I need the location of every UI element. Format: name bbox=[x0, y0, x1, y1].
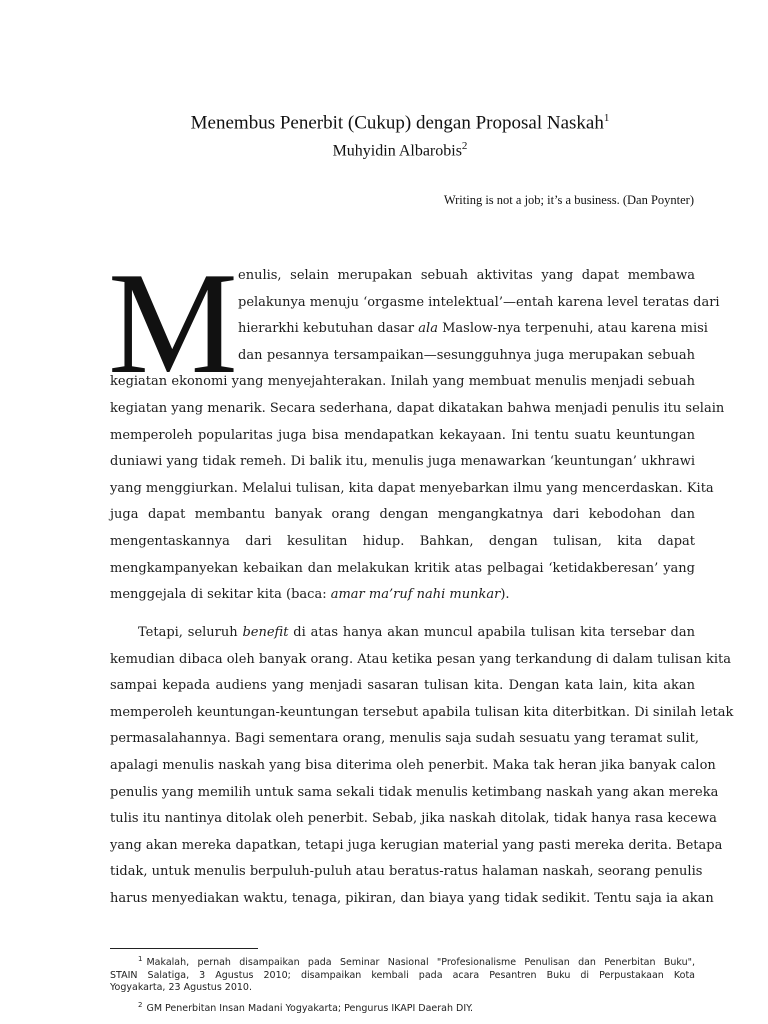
paragraph-1-line: kegiatan yang menarik. Secara sederhana, dapat dikatakan bahwa menjadi penulis itu selain bbox=[110, 401, 725, 416]
paragraph-2-line: permasalahannya. Bagi sementara orang, menulis saja sudah sesuatu yang teramat sulit, bbox=[110, 731, 700, 746]
paragraph-1-line: menggejala di sekitar kita (baca: amar ma’ruf nahi munkar). bbox=[110, 587, 510, 602]
footnote-divider bbox=[110, 948, 258, 949]
paragraph-2-line: sampai kepada audiens yang menjadi sasaran tulisan kita. Dengan kata lain, kita akan bbox=[110, 678, 695, 693]
italic-term: amar ma’ruf nahi munkar bbox=[330, 587, 501, 602]
paragraph-2-line: tidak, untuk menulis berpuluh-puluh atau beratus-ratus halaman naskah, seorang penulis bbox=[110, 864, 703, 879]
paragraph-1-line: dan pesannya tersampaikan—sesungguhnya juga merupakan sebuah bbox=[238, 348, 695, 363]
author-name bbox=[0, 140, 768, 160]
paragraph-2-line: apalagi menulis naskah yang bisa diterima oleh penerbit. Maka tak heran jika banyak calon bbox=[110, 758, 716, 773]
paragraph-2-line: harus menyediakan waktu, tenaga, pikiran, dan biaya yang tidak sedikit. Tentu saja ia akan bbox=[110, 891, 714, 906]
paragraph-1-line: enulis, selain merupakan sebuah aktivitas yang dapat membawa bbox=[238, 268, 695, 283]
drop-cap: M bbox=[108, 242, 238, 404]
paragraph-1-line: pelakunya menuju ‘orgasme intelektual’—entah karena level teratas dari bbox=[238, 295, 720, 310]
title-text: Menembus Penerbit (Cukup) dengan Proposal Naskah bbox=[190, 112, 604, 134]
footnote-1 bbox=[110, 953, 695, 995]
paragraph-1-line: hierarkhi kebutuhan dasar ala Maslow-nya terpenuhi, atau karena misi bbox=[238, 321, 708, 336]
paragraph-1-line: kegiatan ekonomi yang menyejahterakan. Inilah yang membuat menulis menjadi sebuah bbox=[110, 374, 695, 389]
author-footnote-mark: 2 bbox=[461, 140, 468, 152]
footnote-line: $^2$ GM Penerbitan Insan Madani Yogyakarta; Pengurus IKAPI Daerah DIY. bbox=[138, 1000, 474, 1014]
paragraph-2-line: tulis itu nantinya ditolak oleh penerbit. Sebab, jika naskah ditolak, tidak hanya rasa kecewa bbox=[110, 811, 717, 826]
italic-term: benefit bbox=[242, 625, 289, 640]
footnote-number: 2 bbox=[138, 1000, 143, 1009]
footnote-line: $^1$ Makalah, pernah disampaikan pada Seminar Nasional "Profesionalisme Penulisan dan Penerbitan Buku", bbox=[138, 955, 695, 968]
paragraph-1-line: duniawi yang tidak remeh. Di balik itu, menulis juga menawarkan ‘keuntungan’ ukhrawi bbox=[110, 454, 695, 469]
footnote-line: Yogyakarta, 23 Agustus 2010. bbox=[110, 982, 252, 993]
paragraph-1-line: mengkampanyekan kebaikan dan melakukan kritik atas pelbagai ‘ketidakberesan’ yang bbox=[110, 561, 695, 576]
paragraph-1-line: yang menggiurkan. Melalui tulisan, kita dapat menyebarkan ilmu yang mencerdaskan. Kita bbox=[110, 481, 714, 496]
footnote-2 bbox=[110, 999, 695, 1016]
paragraph-2-line: Tetapi, seluruh benefit di atas hanya akan muncul apabila tulisan kita tersebar dan bbox=[138, 625, 695, 640]
paragraph-2-line: memperoleh keuntungan-keuntungan tersebut apabila tulisan kita diterbitkan. Di sinilah letak bbox=[110, 705, 734, 720]
footnote-number: 1 bbox=[138, 955, 143, 963]
paragraph-1-line: juga dapat membantu banyak orang dengan mengangkatnya dari kebodohan dan bbox=[110, 507, 695, 522]
author-text: Muhyidin Albarobis bbox=[332, 142, 462, 160]
footnote-line: STAIN Salatiga, 3 Agustus 2010; disampaikan kembali pada acara Pesantren Buku di Perpustakaan Kota bbox=[110, 969, 695, 981]
paragraph-2-line: kemudian dibaca oleh banyak orang. Atau ketika pesan yang terkandung di dalam tulisan kita bbox=[110, 652, 731, 667]
paragraph-2-line: yang akan mereka dapatkan, tetapi juga kerugian material yang pasti mereka derita. Betapa bbox=[110, 838, 723, 853]
paragraph-2-line: penulis yang memilih untuk sama sekali tidak menulis ketimbang naskah yang akan mereka bbox=[110, 785, 719, 800]
paragraph-1-line: mengentaskannya dari kesulitan hidup. Bahkan, dengan tulisan, kita dapat bbox=[110, 534, 695, 549]
title-footnote-mark: 1 bbox=[603, 112, 610, 124]
epigraph: Writing is not a job; it’s a business. (Dan Poynter) bbox=[443, 193, 694, 207]
page-title bbox=[0, 112, 768, 134]
paragraph-1-line: memperoleh popularitas juga bisa mendapatkan kekayaan. Ini tentu suatu keuntungan bbox=[110, 428, 695, 443]
italic-term: ala bbox=[418, 321, 438, 336]
